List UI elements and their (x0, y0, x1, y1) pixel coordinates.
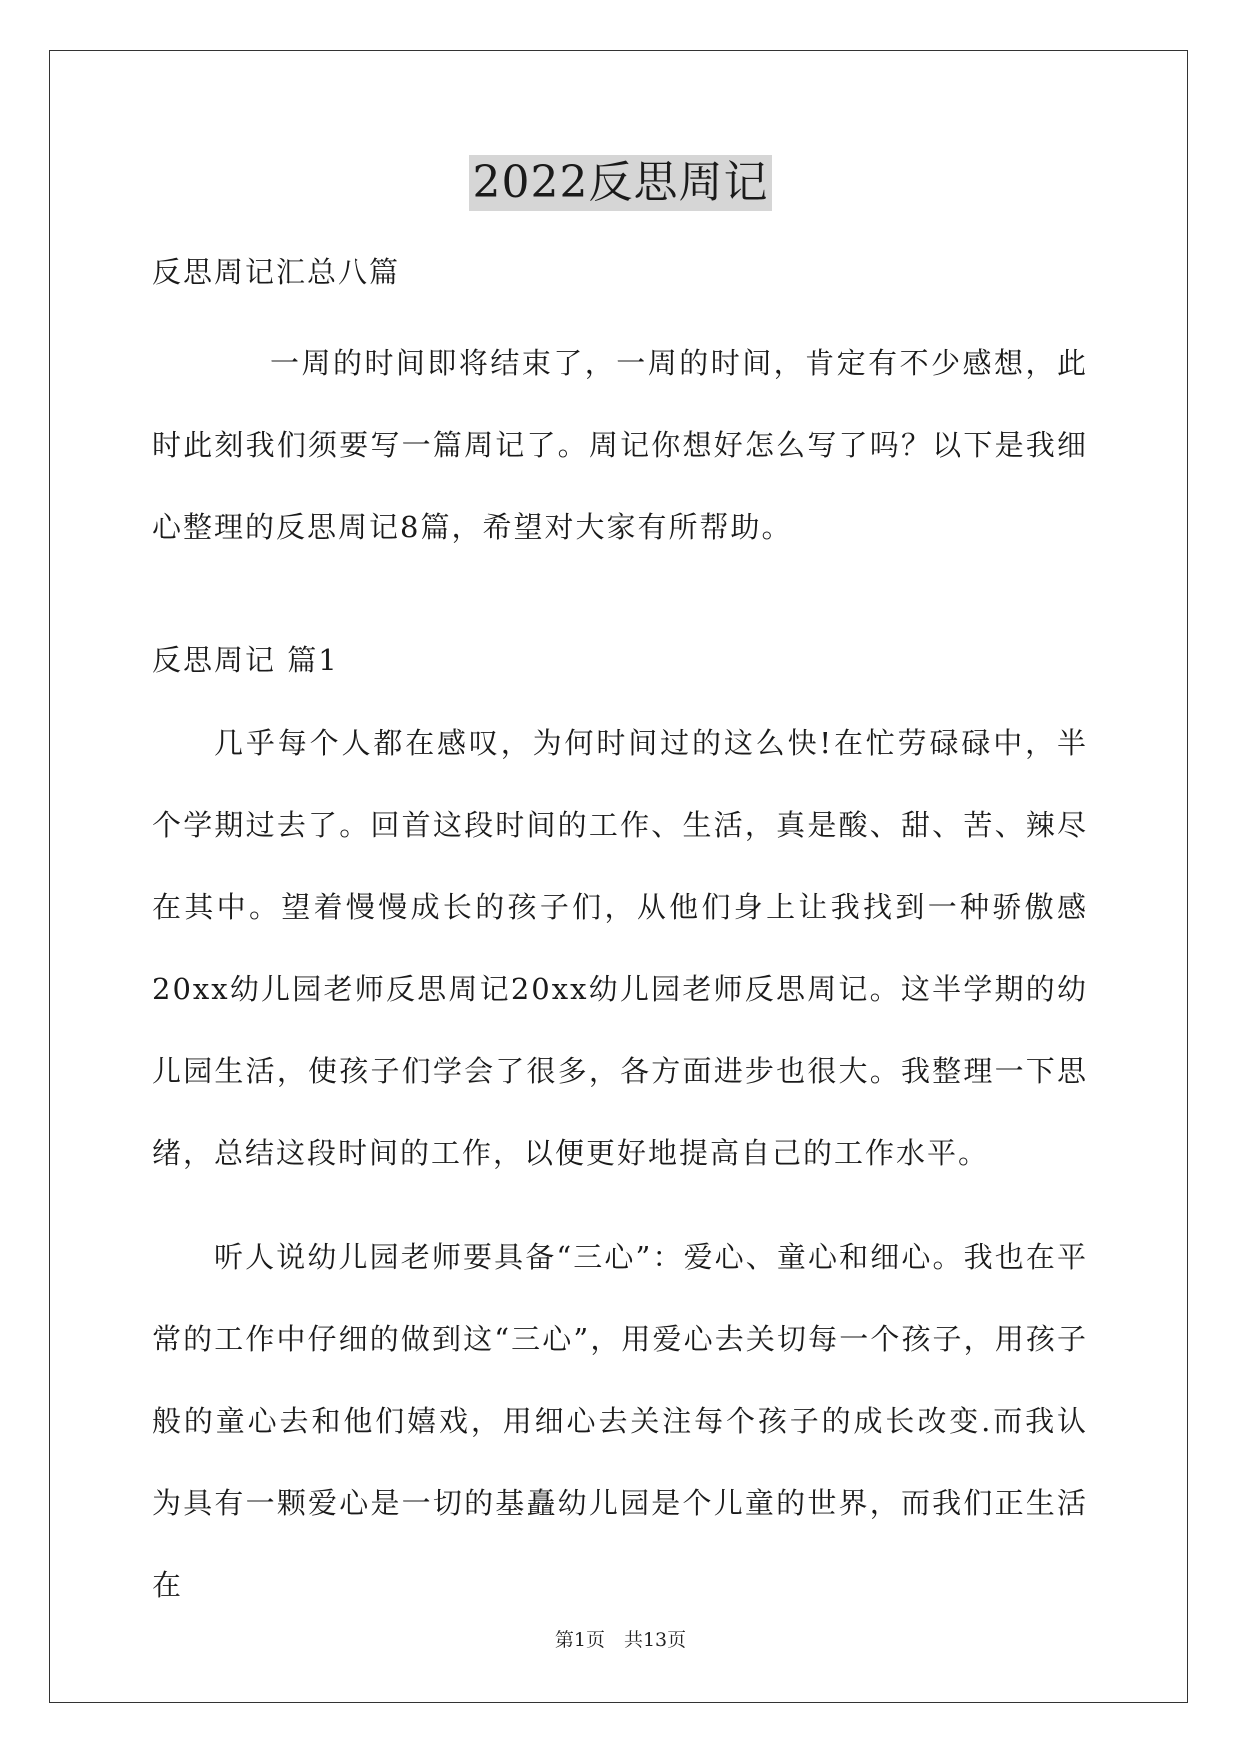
section-heading: 反思周记 篇1 (152, 643, 339, 677)
document-body (152, 230, 1088, 1626)
body-paragraph: 听人说幼儿园老师要具备“三心”：爱心、童心和细心。我也在平常的工作中仔细的做到这“三心”，用爱心去关切每一个孩子，用孩子般的童心去和他们嬉戏，用细心去关注每个孩子的成长改变.而我认为具有一颗爱心是一切的基矗幼儿园是个儿童的世界，而我们正生活在 (152, 1240, 1088, 1602)
document-subtitle: 反思周记汇总八篇 (152, 255, 401, 289)
body-paragraph: 几乎每个人都在感叹，为何时间过的这么快!在忙劳碌碌中，半个学期过去了。回首这段时间的工作、生活，真是酸、甜、苦、辣尽在其中。望着慢慢成长的孩子们，从他们身上让我找到一种骄傲感20xx幼儿园老师反思周记20xx幼儿园老师反思周记。这半学期的幼儿园生活，使孩子们学会了很多，各方面进步也很大。我整理一下思绪，总结这段时间的工作，以便更好地提高自己的工作水平。 (152, 726, 1088, 1170)
intro-paragraph: 一周的时间即将结束了，一周的时间，肯定有不少感想，此时此刻我们须要写一篇周记了。周记你想好怎么写了吗？以下是我细心整理的反思周记8篇，希望对大家有所帮助。 (152, 346, 1088, 544)
page-footer: 第1页 共13页 (554, 1629, 687, 1651)
document-title: 2022反思周记 (469, 155, 773, 211)
title-wrapper (0, 155, 1241, 211)
